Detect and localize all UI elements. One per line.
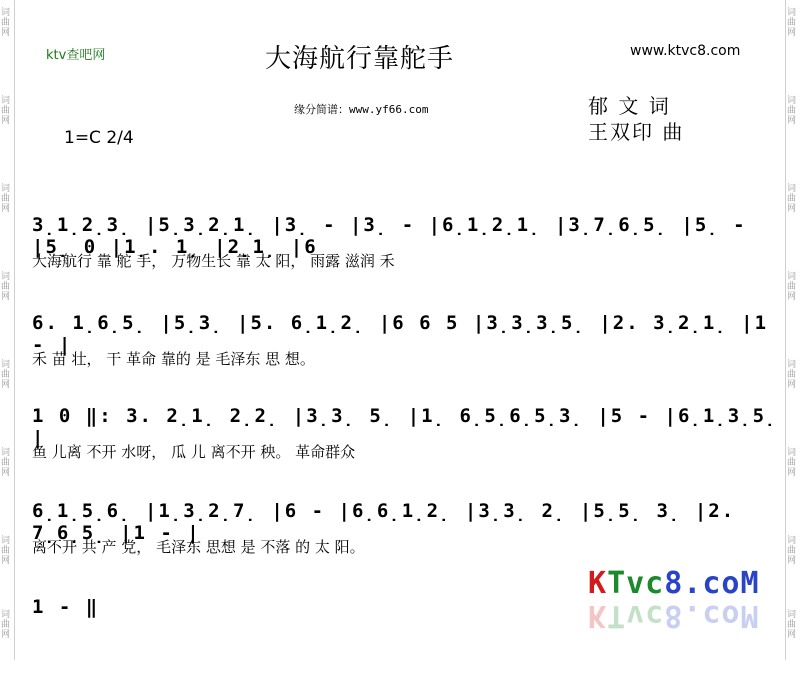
edge-mark: 词曲网	[787, 610, 797, 640]
edge-mark: 词曲网	[787, 360, 797, 390]
notation-line: 1 - ‖	[32, 596, 100, 618]
edge-mark: 词曲网	[787, 184, 797, 214]
edge-mark: 词曲网	[787, 8, 797, 38]
lyrics-line: 大海航行 靠 舵 手， 万物生长 靠 太 阳， 雨露 滋润 禾	[32, 252, 395, 270]
edge-mark: 词曲网	[1, 610, 11, 640]
edge-mark: 词曲网	[1, 184, 11, 214]
notation-line: 3̣1̣2̣3̣ |5̣3̣2̣1̣ |3̣ - |3̣ - |6̣1̣2̣1̣ |3̣7̣6̣5̣ |5̣ - |5̣ 0 |1̣. 1̣ |2̣1̣ |6	[32, 214, 747, 258]
edge-mark: 词曲网	[787, 448, 797, 478]
edge-mark: 词曲网	[1, 8, 11, 38]
site-name-left: ktv查吧网	[46, 48, 106, 63]
ktvc8-logo: KTvc8.coM	[588, 566, 760, 601]
edge-mark: 词曲网	[1, 272, 11, 302]
score-line-3	[0, 405, 800, 485]
edge-mark: 词曲网	[1, 360, 11, 390]
notation-line: 6̣1̣5̣6̣ |1̣3̣2̣7̣ |6 - |6̣6̣1̣2̣ |3̣3̣ 2̣ |5̣5̣ 3̣ |2. 7̣6̣5̣ |1 - |	[32, 500, 736, 544]
edge-mark: 词曲网	[787, 96, 797, 126]
edge-mark: 词曲网	[1, 536, 11, 566]
notation-line: 6. 1̣6̣5̣ |5̣3̣ |5. 6̣1̣2̣ |6 6 5 |3̣3̣3̣5̣ |2. 3̣2̣1̣ |1 - |	[32, 312, 769, 356]
edge-mark: 词曲网	[1, 96, 11, 126]
ktvc8-logo-reflection: KTvc8.coM	[588, 598, 760, 633]
song-title: 大海航行靠舵手	[265, 44, 455, 74]
composer-credit: 王双印 曲	[588, 120, 685, 144]
lyrics-line: 鱼 儿离 不开 水呀， 瓜 儿 离不开 秧。 革命群众	[32, 443, 356, 461]
lyricist-credit: 郁 文 词	[588, 94, 671, 118]
score-source: 缘分简谱：www.yf66.com	[294, 103, 429, 116]
notation-line: 1 0 ‖: 3. 2̣1̣ 2̣2̣ |3̣3̣ 5̣ |1̣ 6̣5̣6̣5̣3̣ |5 - |6̣1̣3̣5̣ |	[32, 405, 778, 449]
lyrics-line: 离不开 共 产 党， 毛泽东 思想 是 不落 的 太 阳。	[32, 538, 365, 556]
site-url-right: www.ktvc8.com	[630, 43, 741, 59]
edge-mark: 词曲网	[787, 272, 797, 302]
edge-mark: 词曲网	[1, 448, 11, 478]
edge-mark: 词曲网	[787, 536, 797, 566]
score-line-2	[0, 312, 800, 392]
score-line-1	[0, 214, 800, 294]
lyrics-line: 禾 苗 壮， 干 革命 靠的 是 毛泽东 思 想。	[32, 350, 315, 368]
key-signature: 1=C 2/4	[64, 128, 134, 148]
